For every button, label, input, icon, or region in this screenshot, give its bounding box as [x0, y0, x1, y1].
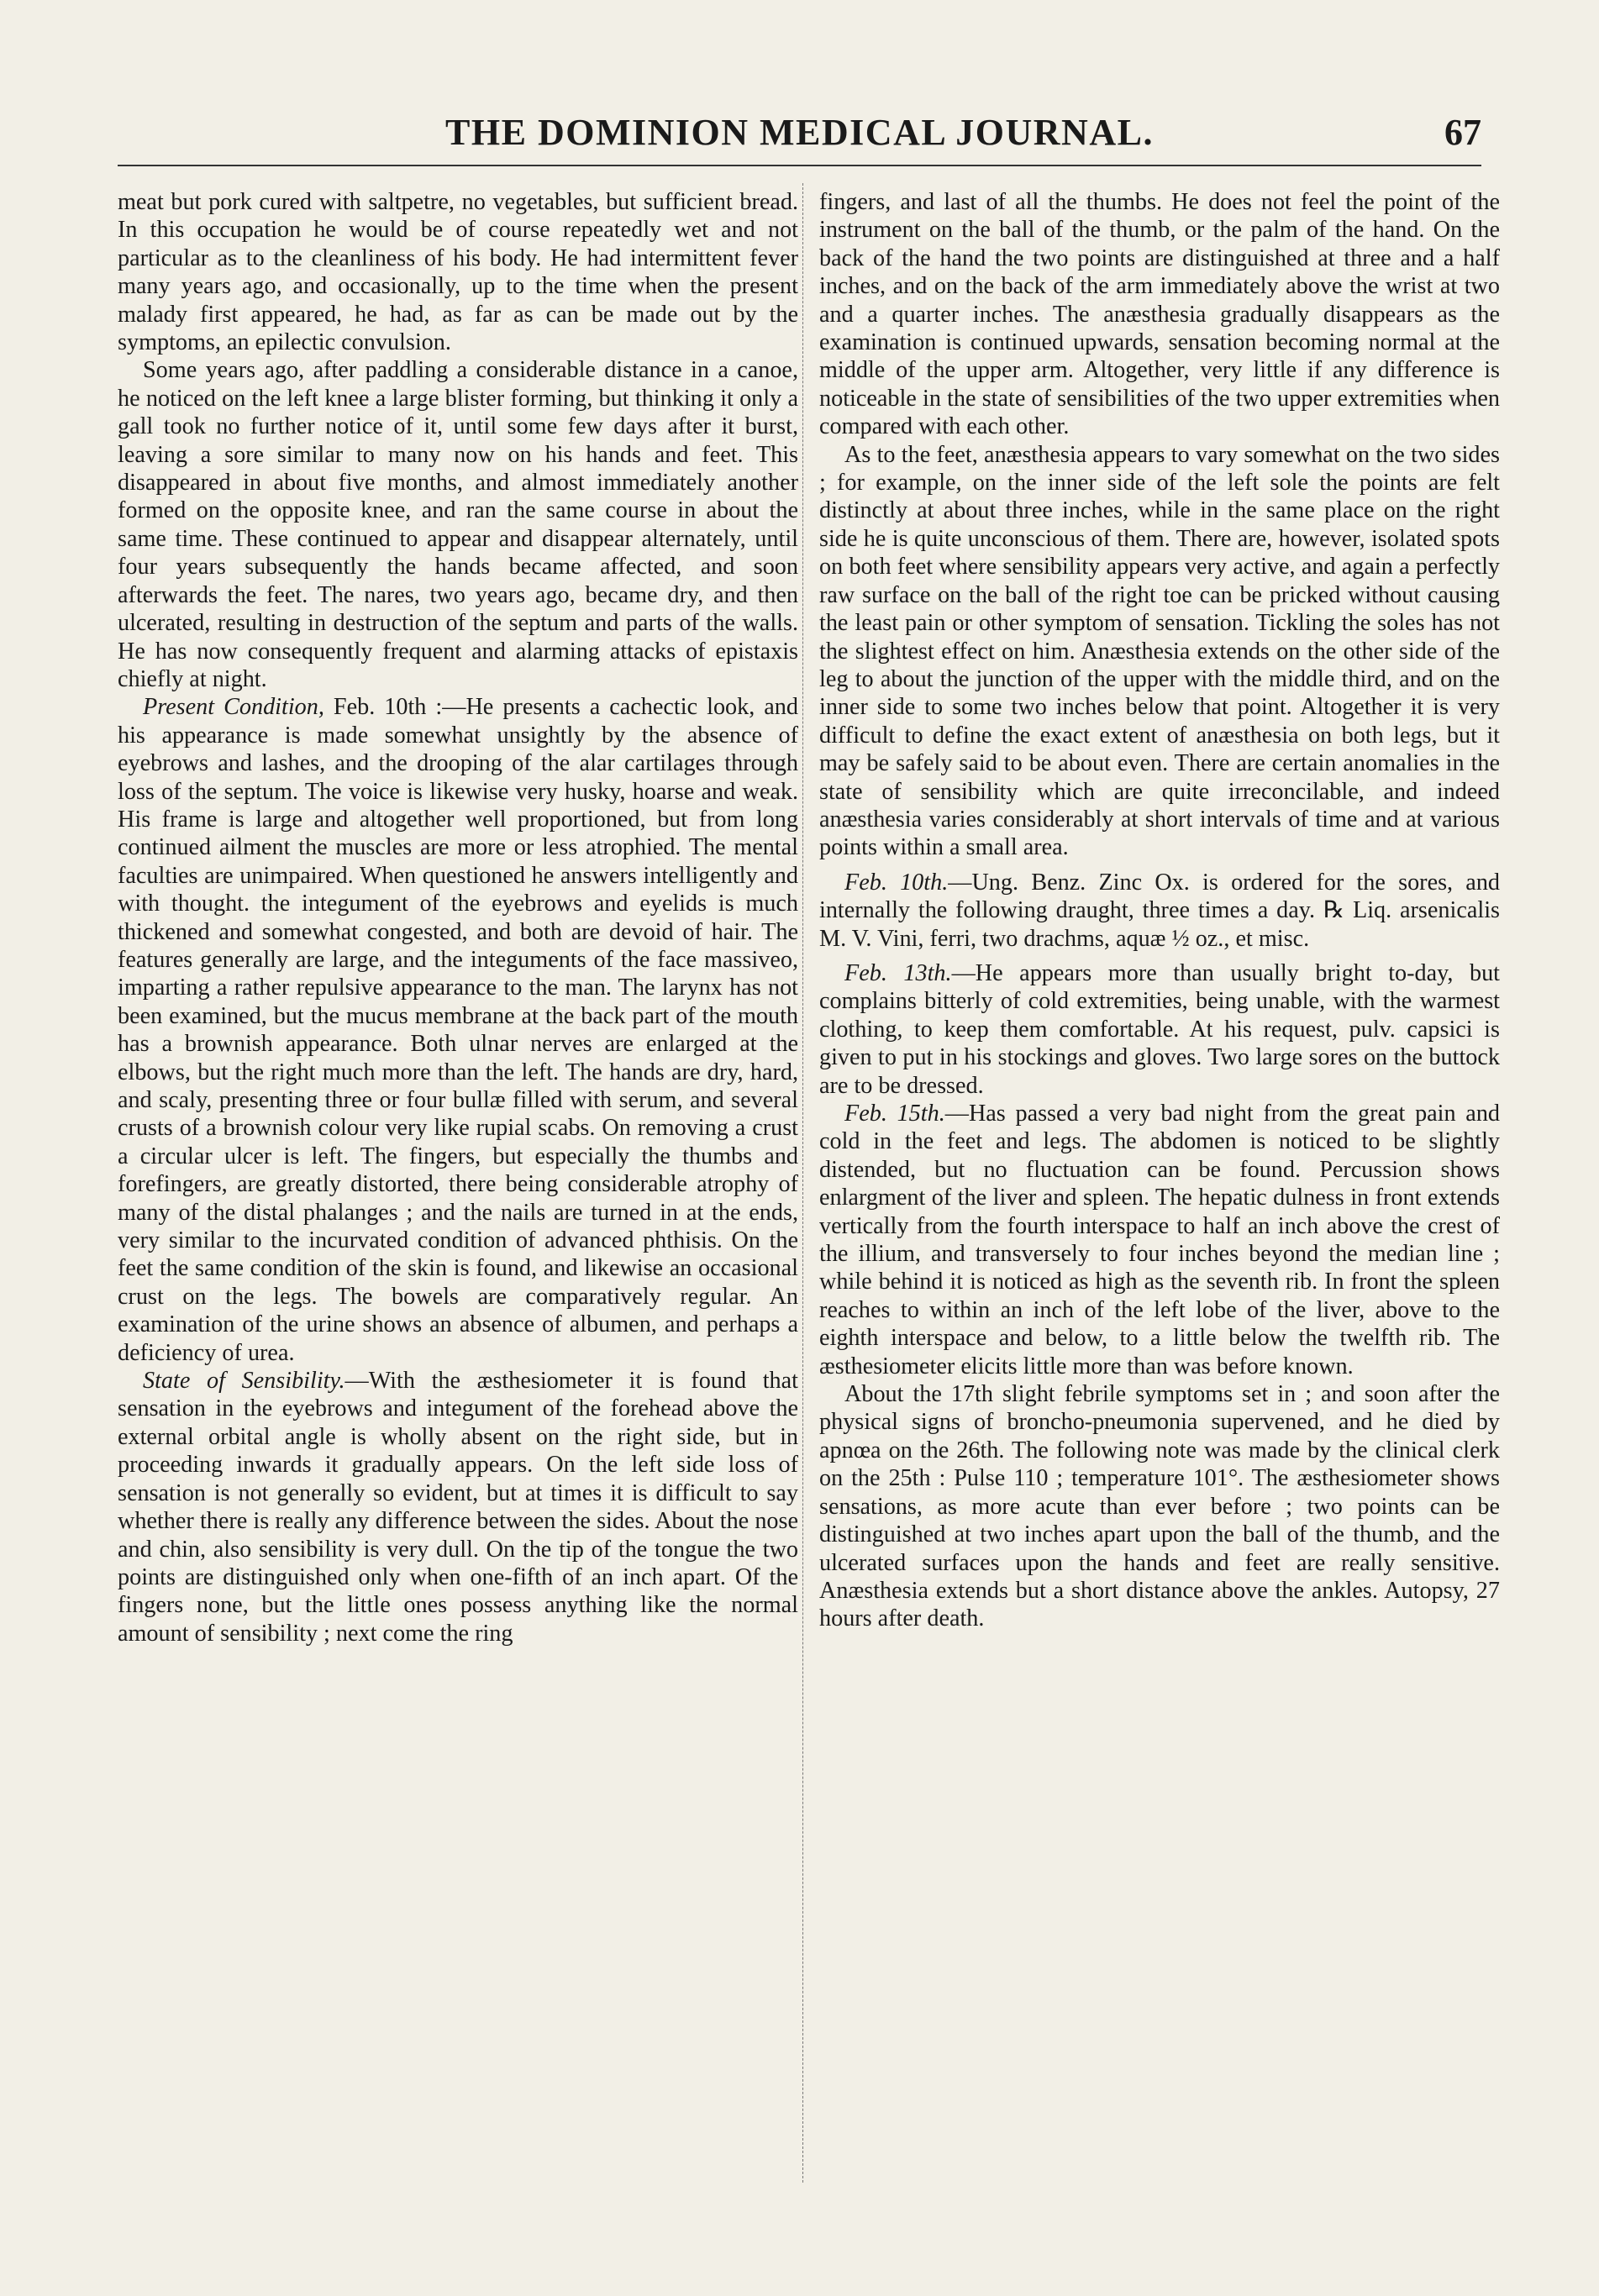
- left-column: [118, 188, 798, 1647]
- page-number: 67: [1444, 112, 1481, 153]
- feb-15-text: —Has passed a very bad night from the great pain and cold in the feet and legs. The abdomen is noticed to be slightly distended, but no fluctuation can be found. Percussion shows enlargment of the liver and spleen. The hepatic dulness in front extends vertically from the fourth interspace to half an inch above the crest of the illium, and transversely to four inches beyond the median line ; while behind it is noticed as high as the seventh rib. In front the spleen reaches to within an inch of the left lobe of the liver, above to the eighth interspace and below, to a little below the twelfth rib. The æsthesiometer elicits little more than was before known.: [819, 1101, 1501, 1379]
- feb-13-text: —He appears more than usually bright to-day, but complains bitterly of cold extremities, being unable, with the warmest clothing, to keep them comfortable. At his request, pulv. capsici is given to put in his stockings and gloves. Two large sores on the buttock are to be dressed.: [819, 959, 1500, 1099]
- journal-title: THE DOMINION MEDICAL JOURNAL.: [445, 112, 1154, 153]
- paragraph-feet-anaesthesia: As to the feet, anæsthesia appears to vary somewhat on the two sides ; for example, on the inner side of the left sole the points are felt distinctly at about three inches, while in the same place on the right side he is quite unconscious of them. There are, however, isolated spots on both feet where sensibility appears very active, and again a perfectly raw surface on the ball of the right toe can be pricked without causing the least pain or other symptom of sensation. Tickling the soles has not the slightest effect on him. Anæsthesia extends on the other side of the leg to about the junction of the upper with the middle third, and on the inner side to some two inches below that point. Altogether it is very difficult to define the exact extent of anæsthesia on both legs, but it may be safely said to be about even. There are certain anomalies in the state of sensibility which are quite irreconcilable, and indeed anæsthesia varies considerably at short intervals of time and at various points within a small area.: [819, 441, 1500, 861]
- paragraph-disease-onset: Some years ago, after paddling a considerable distance in a canoe, he noticed on the left knee a large blister forming, but thinking it only a gall took no further notice of it, until some few days after it burst, leaving a sore similar to many now on his hands and feet. This disappeared in about five months, and almost immediately another formed on the opposite knee, and ran the same course in about the same time. These continued to appear and disappear alternately, until four years subsequently the hands became affected, and soon afterwards the feet. The nares, two years ago, became dry, and then ulcerated, resulting in destruction of the septum and parts of the walls. He has now consequently frequent and alarming attacks of epistaxis chiefly at night.: [118, 357, 798, 692]
- feb-10-text: —Ung. Benz. Zinc Ox. is ordered for the sores, and internally the following draught, three times a day. ℞ Liq. arsenicalis M. V. Vini, ferri, two drachms, aquæ ½ oz., et misc.: [819, 869, 1501, 952]
- paragraph-feb-15: [819, 1100, 1500, 1380]
- state-of-sensibility-text: —With the æsthesiometer it is found that sensation in the eyebrows and integument of the forehead above the external orbital angle is wholly absent on the right side, but in proceeding inwards it gradually appears. On the left side loss of sensation is not generally so evident, but at times it is difficult to say whether there is really any difference between the sides. About the nose and chin, also sensibility is very dull. On the tip of the tongue the two points are distinguished only when one-fifth of an inch apart. Of the fingers none, but the little ones possess anything like the normal amount of sensibility ; next come the ring: [118, 1368, 798, 1647]
- paragraph-upper-extremities: fingers, and last of all the thumbs. He does not feel the point of the instrument on the ball of the thumb, or the palm of the hand. On the back of the hand the two points are distinguished at three and a half inches, and on the back of the arm immediately above the wrist at two and a quarter inches. The anæsthesia gradually disappears as the examination is continued upwards, sensation becoming normal at the middle of the upper arm. Altogether, very little if any difference is noticeable in the state of sensibilities of the two upper extremities when compared with each other.: [819, 189, 1500, 440]
- paragraph-present-condition: [118, 693, 798, 1367]
- section-lead-present-condition: Present Condition,: [143, 694, 324, 721]
- right-column: [819, 188, 1500, 1633]
- paragraph-diet-history: meat but pork cured with saltpetre, no vegetables, but sufficient bread. In this occupation he would be of course repeatedly wet and not particular as to the cleanliness of his body. He had intermittent fever many years ago, and occasionally, up to the time when the present malady first appeared, he had, as far as can be made out by the symptoms, an epilectic convulsion.: [118, 189, 798, 356]
- section-lead-state-of-sensibility: State of Sensibility.: [143, 1368, 345, 1395]
- paragraph-feb-13: [819, 959, 1500, 1100]
- date-lead-feb-15: Feb. 15th.: [844, 1101, 945, 1127]
- date-lead-feb-13: Feb. 13th.: [844, 959, 952, 986]
- paragraph-feb-10: [819, 869, 1500, 953]
- header-rule: [118, 165, 1481, 166]
- paragraph-state-of-sensibility: [118, 1367, 798, 1647]
- date-lead-feb-10: Feb. 10th.: [844, 869, 949, 896]
- running-head: [118, 111, 1481, 158]
- paragraph-death-and-autopsy: About the 17th slight febrile symptoms set in ; and soon after the physical signs of broncho-pneumonia supervened, and he died by apnœa on the 26th. The following note was made by the clinical clerk on the 25th : Pulse 110 ; temperature 101°. The æsthesiometer shows sensations, as more acute than ever before ; two points can be distinguished at two inches apart upon the ball of the thumb, and the ulcerated surfaces upon the hands and feet are really sensitive. Anæsthesia extends but a short distance above the ankles. Autopsy, 27 hours after death.: [819, 1381, 1500, 1632]
- present-condition-text: Feb. 10th :—He presents a cachectic look, and his appearance is made somewhat unsightly by the absence of eyebrows and lashes, and the drooping of the alar cartilages through loss of the septum. The voice is likewise very husky, hoarse and weak. His frame is large and altogether well proportioned, but from long continued ailment the muscles are more or less atrophied. The mental faculties are unimpaired. When questioned he answers intelligently and with thought. the integument of the eyebrows and eyelids is much thickened and somewhat congested, and both are devoid of hair. The features generally are large, and the integuments of the face massiveo, imparting a rather repulsive appearance to the man. The larynx has not been examined, but the mucus membrane at the back part of the mouth has a brownish appearance. Both ulnar nerves are enlarged at the elbows, but the right much more than the left. The hands are dry, hard, and scaly, presenting three or four bullæ filled with serum, and several crusts of a brownish colour very like rupial scabs. On removing a crust a circular ulcer is left. The fingers, but especially the thumbs and forefingers, are greatly distorted, there being considerable atrophy of many of the distal phalanges ; and the nails are turned in at the ends, very similar to the incurvated condition of advanced phthisis. On the feet the same condition of the skin is found, and likewise an occasional crust on the legs. The bowels are comparatively regular. An examination of the urine shows an absence of albumen, and perhaps a deficiency of urea.: [118, 694, 798, 1366]
- column-divider: [802, 183, 803, 2183]
